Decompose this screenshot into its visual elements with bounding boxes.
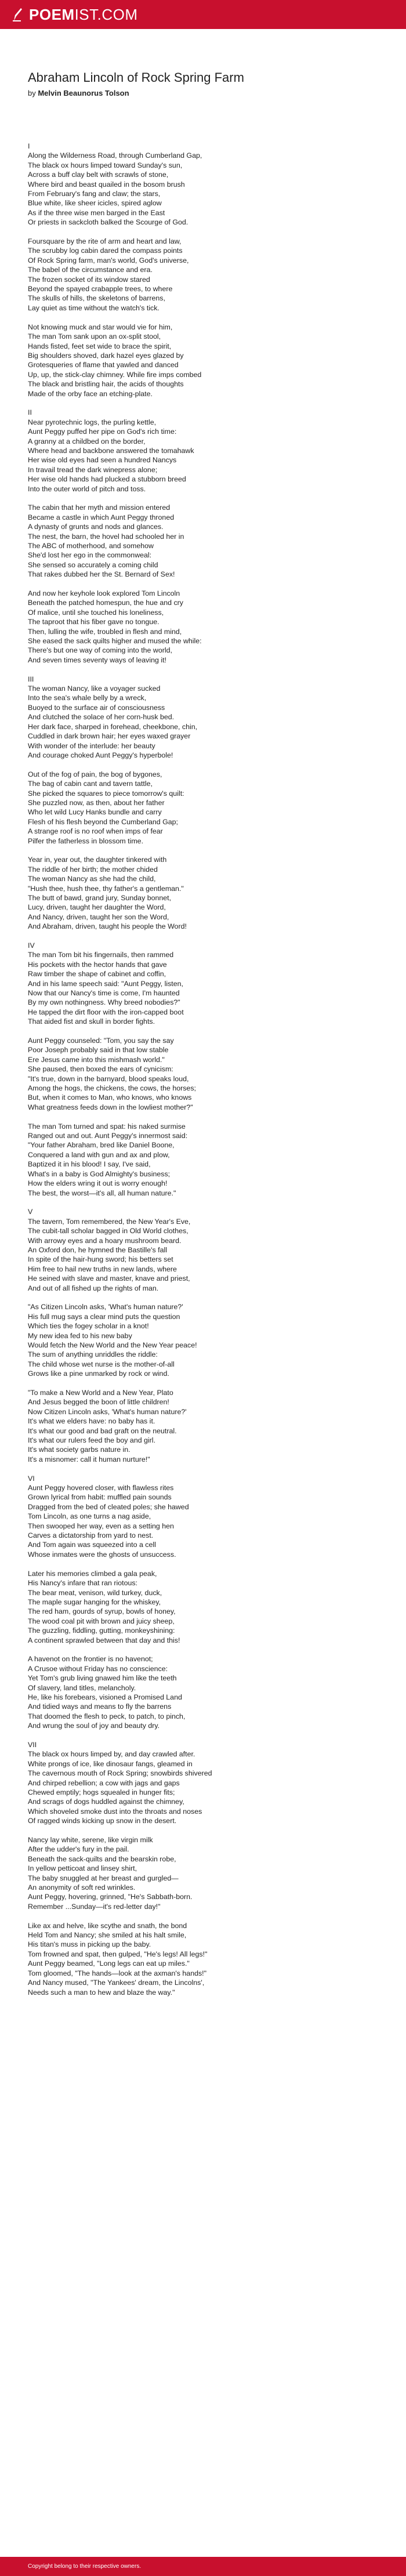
- poem-line: Of slavery, land titles, melancholy.: [28, 1683, 136, 1692]
- stanza: [28, 950, 382, 1026]
- poem-line: Beneath the patched homespun, the hue and cry: [28, 599, 183, 607]
- site-logo[interactable]: [29, 6, 138, 24]
- poem-line: In yellow petticoat and linsey shirt,: [28, 1864, 137, 1873]
- poem-line: He tapped the dirt floor with the iron-capped boot: [28, 1008, 184, 1016]
- poem-line: Blue white, like sheer icicles, spired aglow: [28, 199, 162, 208]
- poem-line: Baptized it in his blood! I say, I've said,: [28, 1160, 151, 1169]
- poem-line: His titan's muss in picking up the baby.: [28, 1940, 151, 1949]
- poem-line: Which ties the fogey scholar in a knot!: [28, 1322, 149, 1331]
- poem-line: The black ox hours limped toward Sunday's sun,: [28, 161, 183, 169]
- poem-line: The cavernous mouth of Rock Spring; snowbirds shivered: [28, 1769, 212, 1778]
- poem-line: The babel of the circumstance and era.: [28, 266, 153, 274]
- poem-line: Nancy lay white, serene, like virgin milk: [28, 1836, 153, 1845]
- poem-line: Who let wild Lucy Hanks bundle and carry: [28, 808, 162, 817]
- poem-line: The cubit-tall scholar bagged in Old World clothes,: [28, 1227, 188, 1236]
- poem-line: Would fetch the New World and the New Year peace!: [28, 1340, 197, 1349]
- poem-line: Or priests in sackcloth balked the Scourge of God.: [28, 218, 188, 227]
- poem-line: Among the hogs, the chickens, the cows, the horses;: [28, 1084, 196, 1093]
- poem-line: Into the sea's whale belly by a wreck,: [28, 694, 147, 702]
- poem-line: It's what our rulers feed the boy and girl.: [28, 1436, 156, 1445]
- poem-line: Which shoveled smoke dust into the throats and noses: [28, 1807, 202, 1816]
- poem-line: It's a misnomer: call it human nurture!": [28, 1455, 150, 1463]
- poem-line: Later his memories climbed a gala peak,: [28, 1569, 157, 1578]
- byline-prefix: by: [28, 89, 38, 97]
- stanza: [28, 151, 382, 227]
- poem-line: And Tom again was squeezed into a cell: [28, 1541, 156, 1549]
- poem-line: The nest, the barn, the hovel had schooled her in: [28, 532, 184, 541]
- poem-body: [28, 142, 382, 1997]
- poem-line: "To make a New World and a New Year, Plato: [28, 1389, 173, 1397]
- poem-line: Up, up, the stick-clay chimney. While fire imps combed: [28, 370, 202, 379]
- poem-line: Buoyed to the surface air of consciousness: [28, 703, 165, 712]
- poem-line: Her wise old eyes had seen a hundred Nancys: [28, 456, 177, 465]
- poem-line: And out of all fished up the rights of man.: [28, 1284, 159, 1292]
- poem-line: He, like his forebears, visioned a Promised Land: [28, 1693, 182, 1701]
- poem-line: The riddle of her birth; the mother chided: [28, 865, 158, 874]
- poem-line: Aunt Peggy counseled: "Tom, you say the say: [28, 1037, 174, 1045]
- poem-line: Beneath the sack-quilts and the bearskin robe,: [28, 1854, 176, 1863]
- poem-line: The black and bristling hair, the acids of thoughts: [28, 380, 184, 389]
- poem-content: [28, 70, 382, 2006]
- poem-line: Raw timber the shape of cabinet and coffin,: [28, 970, 166, 979]
- byline: [28, 88, 382, 99]
- poem-line: Where bird and beast quailed in the bosom brush: [28, 180, 185, 189]
- poem-line: Remember ...Sunday—it's red-letter day!": [28, 1902, 161, 1911]
- poem-line: Grows like a pine unmarked by rock or wind.: [28, 1369, 169, 1378]
- poem-line: From February's fang and claw; the stars,: [28, 190, 161, 198]
- poem-line: His pockets with the hector hands that gave: [28, 960, 167, 969]
- poem-line: The skulls of hills, the skeletons of barrens,: [28, 294, 165, 303]
- poem-line: Of malice, until she touched his loneliness,: [28, 608, 164, 617]
- poem-line: Hands fisted, feet set wide to brace the spirit,: [28, 342, 172, 350]
- poem-line: The tavern, Tom remembered, the New Year's Eve,: [28, 1217, 191, 1226]
- poem-line: Grotesqueries of flame that yawled and danced: [28, 361, 179, 369]
- poem-line: Lay quiet as time without the watch's tick.: [28, 303, 160, 312]
- poem-line: She'd lost her ego in the commonweal:: [28, 551, 152, 560]
- poem-line: That rakes dubbed her the St. Bernard of Sex!: [28, 570, 175, 579]
- poem-line: The taproot that his fiber gave no tongue.: [28, 618, 160, 626]
- poem-line: The woman Nancy, like a voyager sucked: [28, 684, 161, 693]
- poem-line: An Oxford don, he hymned the Bastille's fall: [28, 1245, 167, 1254]
- stanza: [28, 237, 382, 313]
- poem-line: Made of the orby face an etching-plate.: [28, 389, 153, 398]
- stanza: [28, 1921, 382, 1997]
- stanza: [28, 770, 382, 846]
- poem-line: The child whose wet nurse is the mother-of-all: [28, 1360, 175, 1368]
- poem-line: As if the three wise men barged in the East: [28, 208, 165, 217]
- poem-line: And Nancy mused, "The Yankees' dream, the Lincolns',: [28, 1979, 205, 1987]
- poem-line: Now that our Nancy's time is come, I'm haunted: [28, 989, 180, 998]
- poem-line: "It's true, down in the barnyard, blood speaks loud,: [28, 1074, 189, 1083]
- poem-line: Grown lyrical from habit: muffled pain sounds: [28, 1493, 172, 1502]
- poem-line: Carves a dictatorship from yard to nest.: [28, 1531, 154, 1540]
- poem-line: She picked the squares to piece tomorrow's quilt:: [28, 789, 184, 798]
- poem-line: What greatness feeds down in the lowliest mother?": [28, 1103, 193, 1111]
- section-numeral: IV: [28, 941, 35, 950]
- poem-line: It's what society garbs nature in.: [28, 1445, 130, 1454]
- poem-line: "Hush thee, hush thee, thy father's a gentleman.": [28, 884, 184, 893]
- logo-thin: IST.COM: [74, 5, 138, 23]
- poem-line: And Jesus begged the boon of little children!: [28, 1398, 169, 1407]
- poem-line: The guzzling, fiddling, gutting, monkeyshining:: [28, 1626, 175, 1635]
- poem-line: And now her keyhole look explored Tom Lincoln: [28, 589, 180, 598]
- section-numeral: V: [28, 1208, 33, 1216]
- poem-line: With wonder of the interlude: her beauty: [28, 741, 155, 750]
- poem-line: The black ox hours limped by, and day crawled after.: [28, 1750, 195, 1759]
- poem-line: Like ax and helve, like scythe and snath, the bond: [28, 1921, 187, 1930]
- poem-line: The sum of anything unriddles the riddle:: [28, 1350, 158, 1359]
- poem-line: The man Tom turned and spat: his naked surmise: [28, 1122, 186, 1131]
- poem-line: The cabin that her myth and mission entered: [28, 503, 171, 512]
- poem-line: And seven times seventy ways of leaving it!: [28, 655, 166, 664]
- poem-line: In spite of the hair-hung sword; his betters set: [28, 1255, 173, 1264]
- poem-line: Tom frowned and spat, then gulped, "He's legs! All legs!": [28, 1950, 208, 1958]
- poem-line: "Your father Abraham, bred like Daniel Boone,: [28, 1141, 175, 1150]
- poem-line: The woman Nancy as she had the child,: [28, 875, 156, 883]
- poem-line: "As Citizen Lincoln asks, 'What's human nature?': [28, 1303, 183, 1311]
- stanza: [28, 855, 382, 931]
- poem-line: A continent sprawled between that day and this!: [28, 1636, 180, 1644]
- poem-line: It's what our good and bad graft on the neutral.: [28, 1426, 177, 1435]
- poem-line: A dynasty of grunts and nods and glances.: [28, 523, 164, 531]
- poem-line: Year in, year out, the daughter tinkered with: [28, 856, 167, 864]
- poem-line: Poor Joseph probably said in that low stable: [28, 1046, 169, 1055]
- stanza: [28, 418, 382, 494]
- site-header: [0, 0, 406, 29]
- poem-line: Of Rock Spring farm, man's world, God's universe,: [28, 256, 189, 265]
- poem-line: Across a buff clay belt with scrawls of stone,: [28, 171, 169, 179]
- poem-line: After the udder's fury in the pail.: [28, 1845, 129, 1854]
- poem-line: Pilfer the fatherless in blossom time.: [28, 836, 144, 845]
- poem-line: That aided fist and skull in border fights.: [28, 1017, 155, 1026]
- poem-line: The frozen socket of its window stared: [28, 275, 150, 284]
- poem-line: The man Tom sank upon an ox-split stool,: [28, 332, 161, 341]
- poem-line: Tom gloomed, "The hands—look at the axman's hands!": [28, 1969, 207, 1977]
- logo-bold: POEM: [29, 5, 75, 23]
- poem-line: The scrubby log cabin dared the compass points: [28, 247, 183, 255]
- stanza: [28, 1217, 382, 1293]
- poem-line: She sensed so accurately a coming child: [28, 560, 158, 569]
- poem-line: Ere Jesus came into this mishmash world.": [28, 1055, 165, 1064]
- poem-line: Now Citizen Lincoln asks, 'What's human nature?': [28, 1407, 187, 1416]
- poem-line: Held Tom and Nancy; she smiled at his halt smile,: [28, 1931, 187, 1940]
- poem-line: It's what we elders have: no baby has it.: [28, 1417, 155, 1426]
- poem-line: Tom Lincoln, as one turns a nag aside,: [28, 1512, 151, 1521]
- author-link[interactable]: Melvin Beaunorus Tolson: [38, 89, 129, 97]
- poem-line: The wood coal pit with brown and juicy sheep,: [28, 1617, 175, 1625]
- poem-line: The ABC of motherhood, and somehow: [28, 542, 154, 550]
- poem-line: Needs such a man to hew and blaze the way.": [28, 1988, 175, 1997]
- poem-line: Yet Tom's grub living gnawed him like the teeth: [28, 1674, 177, 1683]
- poem-line: His full mug says a clear mind puts the question: [28, 1312, 180, 1321]
- poem-line: Of ragged winds kicking up snow in the desert.: [28, 1817, 177, 1825]
- stanza: [28, 1483, 382, 1559]
- poem-line: Her wise old hands had plucked a stubborn breed: [28, 475, 186, 484]
- stanza: [28, 503, 382, 579]
- quill-logo-icon[interactable]: [12, 7, 24, 22]
- poem-line: Into the outer world of pitch and toss.: [28, 484, 146, 493]
- poem-line: His Nancy's infare that ran riotous:: [28, 1579, 137, 1588]
- poem-line: She paused, then boxed the ears of cynicism:: [28, 1065, 173, 1074]
- poem-line: Foursquare by the rite of arm and heart and law,: [28, 237, 182, 246]
- poem-line: Ranged out and out. Aunt Peggy's innermost said:: [28, 1132, 188, 1140]
- poem-line: And courage choked Aunt Peggy's hyperbole!: [28, 751, 173, 759]
- poem-line: A strange roof is no roof when imps of fear: [28, 827, 163, 836]
- poem-line: Out of the fog of pain, the bog of bygones,: [28, 770, 162, 778]
- poem-line: And Nancy, driven, taught her son the Word,: [28, 912, 169, 921]
- section-numeral: VI: [28, 1474, 35, 1483]
- poem-line: Conquered a land with gun and ax and plow,: [28, 1150, 170, 1159]
- stanza: [28, 323, 382, 398]
- poem-line: The maple sugar hanging for the whiskey,: [28, 1597, 161, 1606]
- poem-line: Near pyrotechnic logs, the purling kettle,: [28, 418, 157, 426]
- poem-line: Big shoulders shoved, dark hazel eyes glazed by: [28, 351, 184, 360]
- poem-line: The butt of bawd, grand jury, Sunday bonnet,: [28, 893, 172, 902]
- poem-line: She puzzled now, as then, about her father: [28, 798, 165, 807]
- stanza: [28, 1302, 382, 1378]
- site-footer: [0, 2557, 406, 2576]
- poem-line: The bag of cabin cant and tavern tattle,: [28, 780, 153, 788]
- poem-line: Became a castle in which Aunt Peggy throned: [28, 513, 175, 521]
- section-numeral: III: [28, 675, 34, 683]
- copyright-text: Copyright belong to their respective owners.: [28, 2563, 142, 2570]
- poem-line: Then swooped her way, even as a setting hen: [28, 1521, 174, 1530]
- poem-line: Whose inmates were the ghosts of unsuccess.: [28, 1550, 176, 1559]
- poem-line: Beyond the spayed crabapple trees, to where: [28, 285, 173, 294]
- poem-line: Cuddled in dark brown hair; her eyes waxed grayer: [28, 732, 191, 741]
- poem-line: The baby snuggled at her breast and gurgled—: [28, 1874, 179, 1882]
- poem-line: Flesh of his flesh beyond the Cumberland Gap;: [28, 817, 178, 826]
- poem-line: And clutched the solace of her corn-husk bed.: [28, 713, 175, 722]
- stanza: [28, 1835, 382, 1911]
- stanza: [28, 589, 382, 665]
- poem-line: Then, lulling the wife, troubled in flesh and mind,: [28, 627, 182, 636]
- poem-line: How the elders wring it out is worry enough!: [28, 1179, 168, 1188]
- poem-line: The red ham, gourds of syrup, bowls of honey,: [28, 1607, 176, 1616]
- poem-line: She eased the sack quilts higher and mused the while:: [28, 637, 202, 646]
- poem-line: Aunt Peggy puffed her pipe on God's rich time:: [28, 427, 177, 436]
- poem-line: With arrowy eyes and a hoary mushroom beard.: [28, 1236, 182, 1245]
- poem-line: Along the Wilderness Road, through Cumberland Gap,: [28, 151, 202, 160]
- poem-line: There's but one way of coming into the world,: [28, 646, 172, 655]
- poem-line: But, when it comes to Man, who knows, who knows: [28, 1093, 192, 1102]
- poem-line: My new idea fed to his new baby: [28, 1331, 132, 1340]
- poem-line: Where head and backbone answered the tomahawk: [28, 446, 194, 455]
- poem-line: An anonymity of soft red wrinkles.: [28, 1883, 136, 1892]
- poem-line: The best, the worst—it's all, all human nature.": [28, 1189, 176, 1197]
- poem-line: Aunt Peggy, hovering, grinned, "He's Sabbath-born.: [28, 1893, 193, 1901]
- stanza: [28, 1388, 382, 1464]
- poem-line: Her dark face, sharped in forehead, cheekbone, chin,: [28, 722, 198, 731]
- poem-line: And wrung the soul of joy and beauty dry.: [28, 1722, 160, 1730]
- poem-line: Dragged from the bed of cleated poles; she hawed: [28, 1502, 189, 1511]
- poem-line: Chewed emptily; hogs squealed in hunger fits;: [28, 1788, 175, 1796]
- section-numeral: II: [28, 408, 32, 417]
- poem-line: And scrags of dogs huddled against the chimney,: [28, 1798, 184, 1806]
- poem-line: White prongs of ice, like dinosaur fangs, gleamed in: [28, 1759, 193, 1768]
- stanza: [28, 1654, 382, 1730]
- poem-line: In travail tread the dark winepress alone;: [28, 465, 158, 474]
- poem-line: And Abraham, driven, taught his people the Word!: [28, 922, 187, 931]
- poem-line: He seined with slave and master, knave and priest,: [28, 1274, 190, 1283]
- poem-line: Aunt Peggy hovered closer, with flawless rites: [28, 1484, 174, 1492]
- stanza: [28, 1569, 382, 1645]
- section-numeral: I: [28, 142, 30, 150]
- poem-line: By my own nothingness. Why breed nobodies?": [28, 998, 180, 1007]
- poem-line: Not knowing muck and star would vie for him,: [28, 323, 173, 331]
- poem-line: The bear meat, venison, wild turkey, duck,: [28, 1588, 162, 1597]
- poem-line: Him free to hail new truths in new lands, where: [28, 1265, 177, 1273]
- poem-line: And chirped rebellion; a cow with jags and gaps: [28, 1778, 180, 1787]
- poem-line: And in his lame speech said: "Aunt Peggy, listen,: [28, 979, 183, 988]
- poem-line: That doomed the flesh to peck, to patch, to pinch,: [28, 1712, 186, 1720]
- stanza: [28, 1036, 382, 1112]
- poem-line: A granny at a childbed on the border,: [28, 437, 146, 445]
- stanza: [28, 1122, 382, 1198]
- poem-line: And tidied ways and means to fly the barrens: [28, 1702, 172, 1711]
- stanza: [28, 684, 382, 760]
- poem-title: Abraham Lincoln of Rock Spring Farm: [28, 70, 244, 85]
- section-numeral: VII: [28, 1740, 37, 1749]
- poem-line: What's in a baby is God Almighty's business;: [28, 1169, 171, 1178]
- poem-line: A Crusoe without Friday has no conscience:: [28, 1664, 168, 1673]
- stanza: [28, 1749, 382, 1825]
- poem-line: A havenot on the frontier is no havenot;: [28, 1655, 153, 1664]
- poem-line: The man Tom bit his fingernails, then rammed: [28, 951, 174, 959]
- poem-line: Aunt Peggy beamed, "Long legs can eat up miles.": [28, 1959, 190, 1968]
- poem-line: Lucy, driven, taught her daughter the Word,: [28, 903, 166, 912]
